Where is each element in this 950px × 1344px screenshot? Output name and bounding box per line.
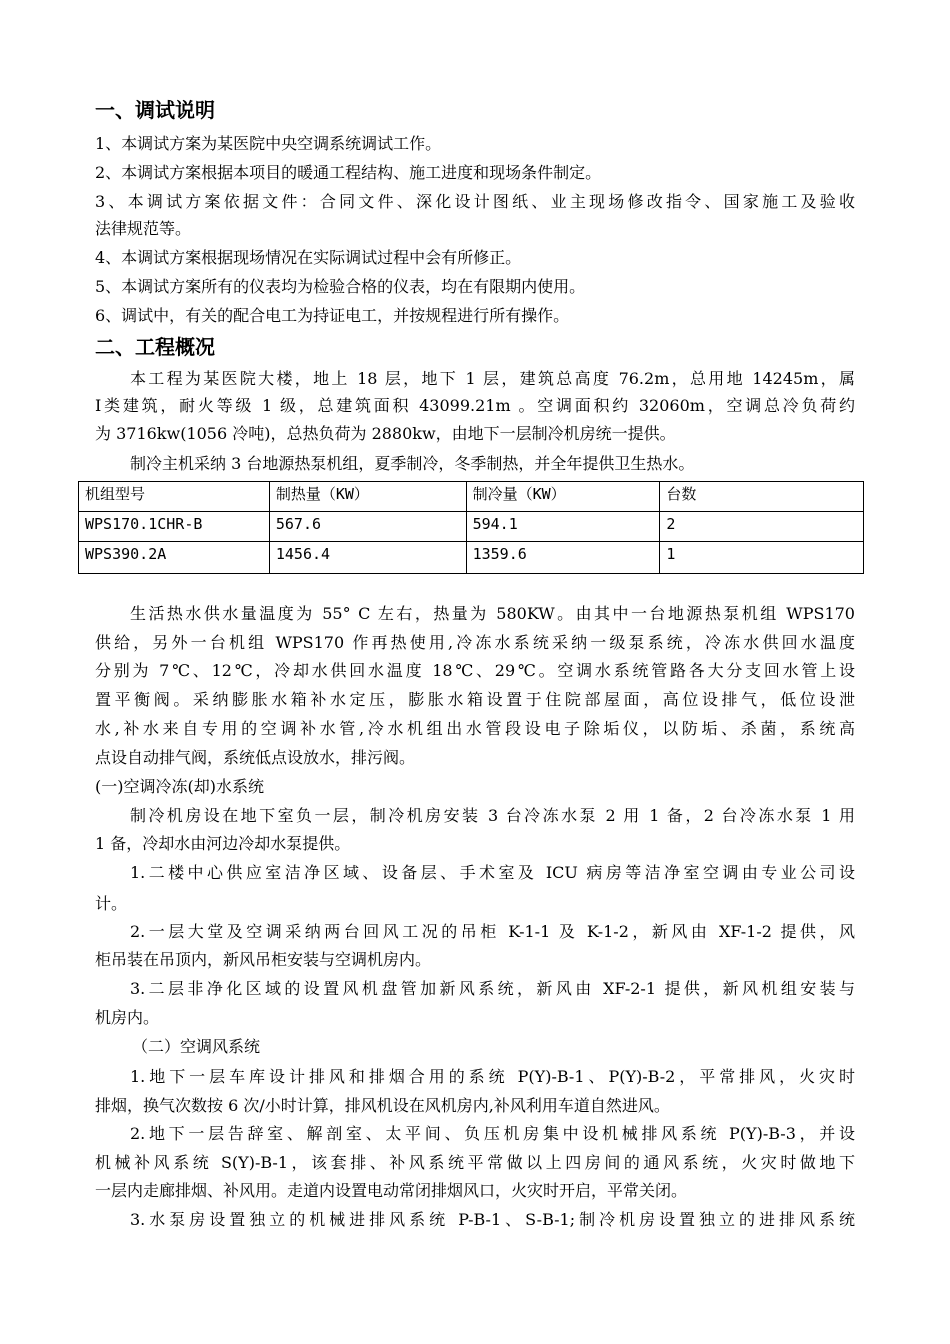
subsection-1-title: (一)空调冷冻(却)水系统	[95, 777, 264, 796]
sub1-line-5: 2.一层大堂及空调采纳两台回风工况的吊柜 K-1-1 及 K-1-2，新风由 XF-1-2 提供，风	[130, 922, 855, 941]
section-1-item-2: 2、本调试方案根据本项目的暖通工程结构、施工进度和现场条件制定。	[95, 163, 602, 182]
sub1-line-1: 制冷机房设在地下室负一层，制冷机房安装 3 台冷冻水泵 2 用 1 备，2 台冷冻水泵 1 用	[130, 806, 855, 825]
cell-cooling: 594.1	[466, 512, 660, 542]
section-2-heading: 二、工程概况	[95, 335, 215, 359]
hotwater-line-2: 供给，另外一台机组 WPS170 作再热使用,冷冻水系统采纳一级泵系统，冷冻水供回水温度	[95, 633, 855, 652]
table-header-row	[79, 482, 864, 512]
hotwater-line-3: 分别为 7℃、12℃，冷却水供回水温度 18℃、29℃。空调水系统管路各大分支回水管上设	[95, 661, 855, 680]
overview-line-2: Ⅰ类建筑，耐火等级 1 级，总建筑面积 43099.21m 。空调面积约 32060m，空调总冷负荷约	[95, 396, 855, 415]
hotwater-line-5: 水,补水来自专用的空调补水管,冷水机组出水管段设电子除垢仪，以防垢、杀菌，系统高	[95, 719, 855, 738]
hotwater-line-1: 生活热水供水量温度为 55° C 左右，热量为 580KW。由其中一台地源热泵机组 WPS170	[130, 604, 855, 623]
sub1-line-8: 机房内。	[95, 1008, 160, 1027]
sub2-line-5: 一层内走廊排烟、补风用。走道内设置电动常闭排烟风口，火灾时开启，平常关闭。	[95, 1181, 688, 1200]
header-model: 机组型号	[79, 482, 270, 512]
sub1-line-7: 3.二层非净化区域的设置风机盘管加新风系统，新风由 XF-2-1 提供，新风机组安装与	[130, 979, 855, 998]
sub2-line-6: 3.水泵房设置独立的机械进排风系统 P-B-1、S-B-1;制冷机房设置独立的进排风系统	[130, 1210, 855, 1229]
unit-spec-table	[78, 481, 864, 574]
sub2-line-3: 2.地下一层告辞室、解剖室、太平间、负压机房集中设机械排风系统 P(Y)-B-3，并设	[130, 1124, 855, 1143]
sub2-line-2: 排烟，换气次数按 6 次/小时计算，排风机设在风机房内,补风利用车道自然进风。	[95, 1096, 670, 1115]
table-row	[79, 512, 864, 542]
sub1-line-6: 柜吊装在吊顶内，新风吊柜安装与空调机房内。	[95, 950, 432, 969]
header-cooling: 制冷量（KW）	[466, 482, 660, 512]
section-1-item-4: 4、本调试方案根据现场情况在实际调试过程中会有所修正。	[95, 248, 522, 267]
subsection-2-title: （二）空调风系统	[132, 1037, 261, 1056]
sub1-line-3: 1.二楼中心供应室洁净区域、设备层、手术室及 ICU 病房等洁净室空调由专业公司设	[130, 863, 855, 882]
sub1-line-2: 1 备，冷却水由河边冷却水泵提供。	[95, 834, 351, 853]
sub2-line-1: 1.地下一层车库设计排风和排烟合用的系统 P(Y)-B-1、P(Y)-B-2，平常排风，火灾时	[130, 1067, 855, 1086]
cell-model: WPS390.2A	[79, 542, 270, 574]
section-1-item-6: 6、调试中，有关的配合电工为持证电工，并按规程进行所有操作。	[95, 306, 570, 325]
section-1-item-5: 5、本调试方案所有的仪表均为检验合格的仪表，均在有限期内使用。	[95, 277, 586, 296]
section-1-heading: 一、调试说明	[95, 98, 215, 122]
cell-heating: 1456.4	[269, 542, 466, 574]
sub1-line-4: 计。	[95, 894, 128, 913]
cell-heating: 567.6	[269, 512, 466, 542]
hotwater-line-6: 点设自动排气阀，系统低点设放水，排污阀。	[95, 748, 416, 767]
overview-line-1: 本工程为某医院大楼，地上 18 层，地下 1 层，建筑总高度 76.2m，总用地 14245m，属	[130, 369, 855, 388]
cell-count: 1	[660, 542, 864, 574]
cell-model: WPS170.1CHR-B	[79, 512, 270, 542]
cell-cooling: 1359.6	[466, 542, 660, 574]
overview-line-4: 制冷主机采纳 3 台地源热泵机组，夏季制冷，冬季制热，并全年提供卫生热水。	[130, 454, 695, 473]
section-1-item-3: 3、本调试方案依据文件：合同文件、深化设计图纸、业主现场修改指令、国家施工及验收	[95, 192, 855, 211]
section-1-item-1: 1、本调试方案为某医院中央空调系统调试工作。	[95, 134, 442, 153]
sub2-line-4: 机械补风系统 S(Y)-B-1，该套排、补风系统平常做以上四房间的通风系统，火灾时做地下	[95, 1153, 855, 1172]
header-heating: 制热量（KW）	[269, 482, 466, 512]
hotwater-line-4: 置平衡阀。采纳膨胀水箱补水定压，膨胀水箱设置于住院部屋面，高位设排气，低位设泄	[95, 690, 855, 709]
overview-line-3: 为 3716kw(1056 冷吨)，总热负荷为 2880kw，由地下一层制冷机房统一提供。	[95, 424, 676, 443]
header-count: 台数	[660, 482, 864, 512]
table-row	[79, 542, 864, 574]
section-1-item-3-cont: 法律规范等。	[95, 219, 192, 238]
cell-count: 2	[660, 512, 864, 542]
